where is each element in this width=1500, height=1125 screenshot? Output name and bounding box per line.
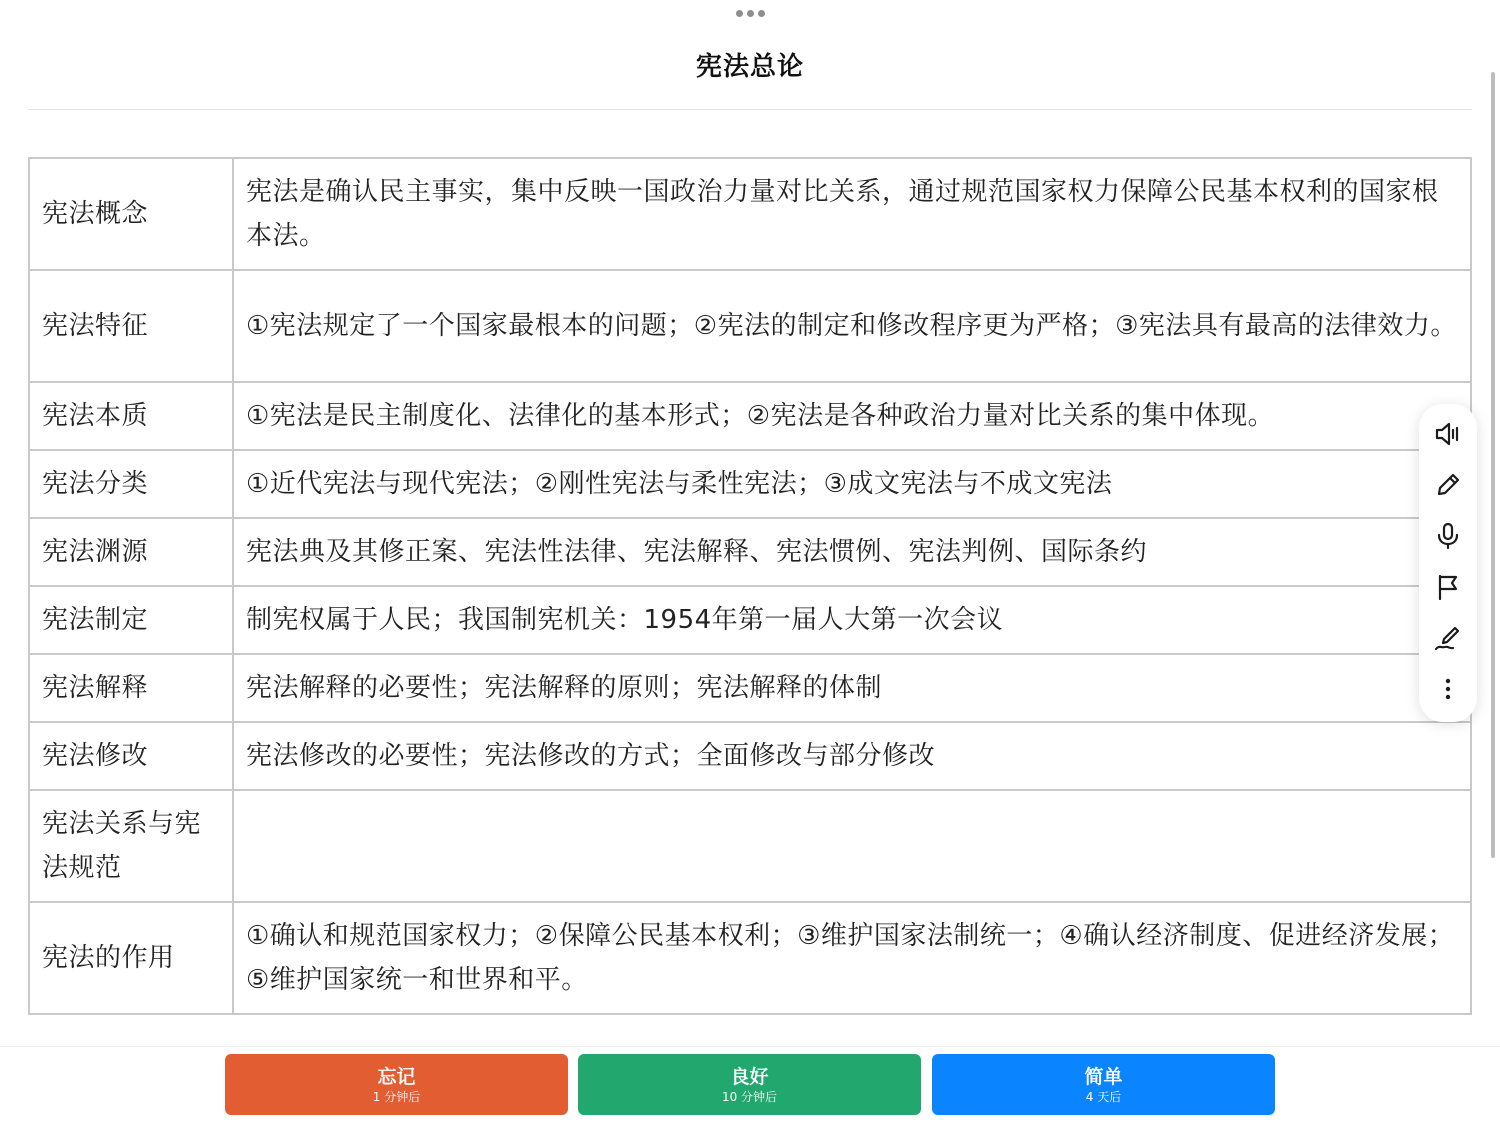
row-label: 宪法概念 [29,158,233,270]
row-content: 宪法解释的必要性；宪法解释的原则；宪法解释的体制 [233,654,1471,722]
row-label: 宪法本质 [29,382,233,450]
scrollbar[interactable] [1491,72,1495,858]
bottom-divider [0,1046,1500,1047]
sheet-grabber[interactable] [734,10,766,18]
easy-interval: 4 天后 [1085,1089,1122,1104]
row-label: 宪法分类 [29,450,233,518]
row-content: ①宪法规定了一个国家最根本的问题；②宪法的制定和修改程序更为严格；③宪法具有最高的法律效力。 [233,270,1471,382]
title-divider [28,109,1472,110]
table-row [29,722,1471,790]
row-content: ①近代宪法与现代宪法；②刚性宪法与柔性宪法；③成文宪法与不成文宪法 [233,450,1471,518]
table-row [29,790,1471,902]
row-label: 宪法关系与宪法规范 [29,790,233,902]
table-row [29,382,1471,450]
row-content: 制宪权属于人民；我国制宪机关：1954年第一届人大第一次会议 [233,586,1471,654]
microphone-icon[interactable] [1432,520,1464,552]
handwriting-icon[interactable] [1432,622,1464,654]
table-row [29,518,1471,586]
good-interval: 10 分钟后 [721,1089,778,1104]
again-button[interactable] [225,1054,568,1115]
row-label: 宪法渊源 [29,518,233,586]
row-label: 宪法特征 [29,270,233,382]
row-content [233,790,1471,902]
table-row [29,158,1471,270]
more-icon[interactable] [1432,673,1464,705]
easy-label: 简单 [1084,1065,1123,1088]
row-label: 宪法制定 [29,586,233,654]
row-content: ①宪法是民主制度化、法律化的基本形式；②宪法是各种政治力量对比关系的集中体现。 [233,382,1471,450]
flag-icon[interactable] [1432,571,1464,603]
card-table [28,157,1472,1015]
row-content: 宪法修改的必要性；宪法修改的方式；全面修改与部分修改 [233,722,1471,790]
table-row [29,586,1471,654]
page-title: 宪法总论 [695,52,804,82]
table-row [29,654,1471,722]
table-row [29,450,1471,518]
grabber-dot [747,10,754,17]
row-content: 宪法典及其修正案、宪法性法律、宪法解释、宪法惯例、宪法判例、国际条约 [233,518,1471,586]
row-content: 宪法是确认民主事实，集中反映一国政治力量对比关系，通过规范国家权力保障公民基本权利的国家根本法。 [233,158,1471,270]
again-label: 忘记 [377,1065,416,1088]
table-row [29,902,1471,1014]
good-button[interactable] [578,1054,921,1115]
side-toolbar [1419,404,1477,722]
pencil-icon[interactable] [1432,469,1464,501]
grabber-dot [736,10,743,17]
table-row [29,270,1471,382]
again-interval: 1 分钟后 [372,1089,421,1104]
speaker-icon[interactable] [1432,418,1464,450]
easy-button[interactable] [932,1054,1275,1115]
good-label: 良好 [730,1065,769,1088]
row-label: 宪法修改 [29,722,233,790]
row-content: ①确认和规范国家权力；②保障公民基本权利；③维护国家法制统一；④确认经济制度、促进经济发展；⑤维护国家统一和世界和平。 [233,902,1471,1014]
grabber-dot [758,10,765,17]
row-label: 宪法的作用 [29,902,233,1014]
row-label: 宪法解释 [29,654,233,722]
